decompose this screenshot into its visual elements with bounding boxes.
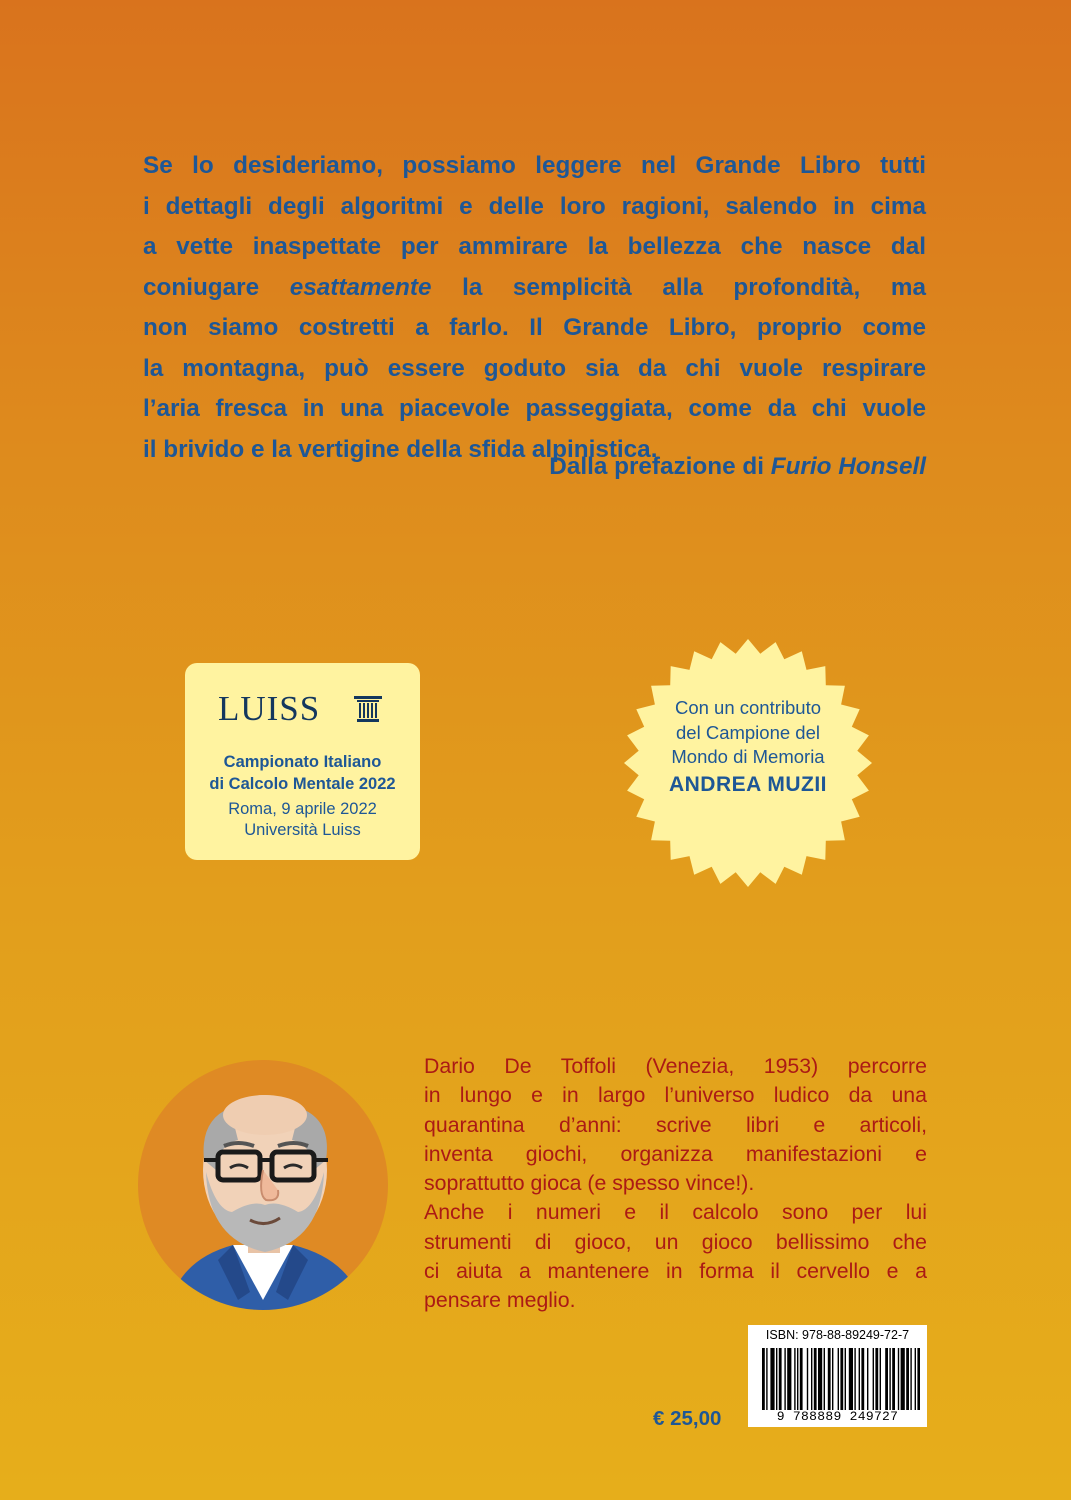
author-bio <box>424 1052 927 1316</box>
attribution-author: Furio Honsell <box>770 453 926 480</box>
barcode-bar <box>828 1348 831 1410</box>
championship-date <box>185 799 420 841</box>
barcode-bar <box>892 1348 895 1410</box>
barcode-bar <box>787 1348 791 1410</box>
barcode-bar <box>915 1348 916 1410</box>
isbn-label: ISBN: 978-88-89249-72-7 <box>765 1328 910 1342</box>
championship-line: di Calcolo Mentale 2022 <box>209 774 396 793</box>
price-label: € 25,00 <box>653 1407 722 1430</box>
quote-line-emphasis <box>143 268 926 309</box>
championship-line: Campionato Italiano <box>223 753 382 771</box>
barcode-bar <box>766 1348 767 1410</box>
barcode-bars <box>762 1348 920 1410</box>
quote-line: il brivido e la vertigine della sfida alpinistica. <box>143 435 658 463</box>
bio-line: in lungo e in largo l’universo ludico da una <box>424 1083 927 1108</box>
barcode-bar <box>859 1348 860 1410</box>
bio-line: strumenti di gioco, un gioco bellissimo che <box>424 1229 927 1254</box>
badge-text <box>623 696 873 797</box>
barcode-bar <box>880 1348 881 1410</box>
badge-champion-name: ANDREA MUZII <box>668 772 828 796</box>
barcode-bar <box>861 1348 864 1410</box>
barcode-bar <box>867 1348 868 1410</box>
quote-line-rest: la semplicità alla profondità, ma <box>462 273 926 301</box>
quote-line: Se lo desideriamo, possiamo leggere nel Grande Libro tutti <box>143 152 926 179</box>
barcode-bar <box>889 1348 890 1410</box>
badge-line: Mondo di Memoria <box>671 746 825 767</box>
bio-line: inventa giochi, organizza manifestazioni e <box>424 1141 927 1166</box>
luiss-event-box <box>185 663 420 860</box>
barcode-bar <box>832 1348 833 1410</box>
barcode-bar <box>885 1348 888 1410</box>
barcode-bar <box>875 1348 878 1410</box>
barcode-bar <box>898 1348 899 1410</box>
barcode-bar <box>814 1348 817 1410</box>
barcode-bar <box>784 1348 785 1410</box>
barcode-bar <box>901 1348 905 1410</box>
badge-line: del Campione del <box>676 721 820 743</box>
barcode-bar <box>762 1348 765 1410</box>
quote-line: la montagna, può essere goduto sia da chi vuole respirare <box>143 354 926 382</box>
barcode-bar <box>840 1348 843 1410</box>
barcode-bar <box>917 1348 920 1410</box>
barcode-bar <box>800 1348 803 1410</box>
barcode-bar <box>776 1348 777 1410</box>
barcode-bar <box>845 1348 846 1410</box>
badge-line: Con un contributo <box>674 697 822 718</box>
bio-line: ci aiuta a mantenere in forma il cervello e a <box>424 1259 927 1284</box>
quote-line: l’aria fresca in una piacevole passeggiata, come da chi vuole <box>143 395 926 422</box>
luiss-logo-row <box>185 689 420 729</box>
barcode-bar <box>779 1348 782 1410</box>
barcode-bar <box>824 1348 825 1410</box>
barcode-bar <box>797 1348 798 1410</box>
attribution-prefix: Dalla prefazione di <box>549 453 764 480</box>
greek-column-icon <box>353 695 383 723</box>
bio-line: quarantina d’anni: scrive libri e articoli, <box>424 1112 927 1137</box>
barcode-bar <box>910 1348 911 1410</box>
quote-line: i dettagli degli algoritmi e delle loro ragioni, salendo in cima <box>143 192 926 220</box>
barcode-bar <box>818 1348 822 1410</box>
barcode-bar <box>811 1348 812 1410</box>
quote-emphasis-word: esattamente <box>289 273 432 301</box>
barcode-bar <box>873 1348 874 1410</box>
barcode-bar <box>770 1348 774 1410</box>
quote-line-prefix: coniugare <box>143 273 260 301</box>
barcode-bar <box>849 1348 853 1410</box>
isbn-barcode <box>748 1325 927 1427</box>
bio-line: soprattutto gioca (e spesso vince!). <box>424 1171 755 1196</box>
author-portrait <box>138 1060 388 1310</box>
bio-line: Dario De Toffoli (Venezia, 1953) percorre <box>424 1054 927 1078</box>
luiss-logo: LUISS <box>218 689 321 728</box>
barcode-digits: 9 788889 249727 <box>776 1409 899 1424</box>
barcode-bar <box>794 1348 795 1410</box>
quote-line: a vette inaspettate per ammirare la bellezza che nasce dal <box>143 233 926 260</box>
date-line: Roma, 9 aprile 2022 <box>228 800 377 818</box>
bio-line: Anche i numeri e il calcolo sono per lui <box>424 1200 927 1225</box>
barcode-bar <box>854 1348 855 1410</box>
barcode-bar <box>838 1348 839 1410</box>
venue-line: Università Luiss <box>244 821 361 839</box>
championship-title <box>185 752 420 795</box>
barcode-bar <box>906 1348 909 1410</box>
bio-line: pensare meglio. <box>424 1288 576 1313</box>
quote-line: non siamo costretti a farlo. Il Grande Libro, proprio come <box>143 314 926 341</box>
quote-attribution <box>549 451 926 483</box>
preface-quote <box>143 146 926 470</box>
barcode-bar <box>807 1348 808 1410</box>
